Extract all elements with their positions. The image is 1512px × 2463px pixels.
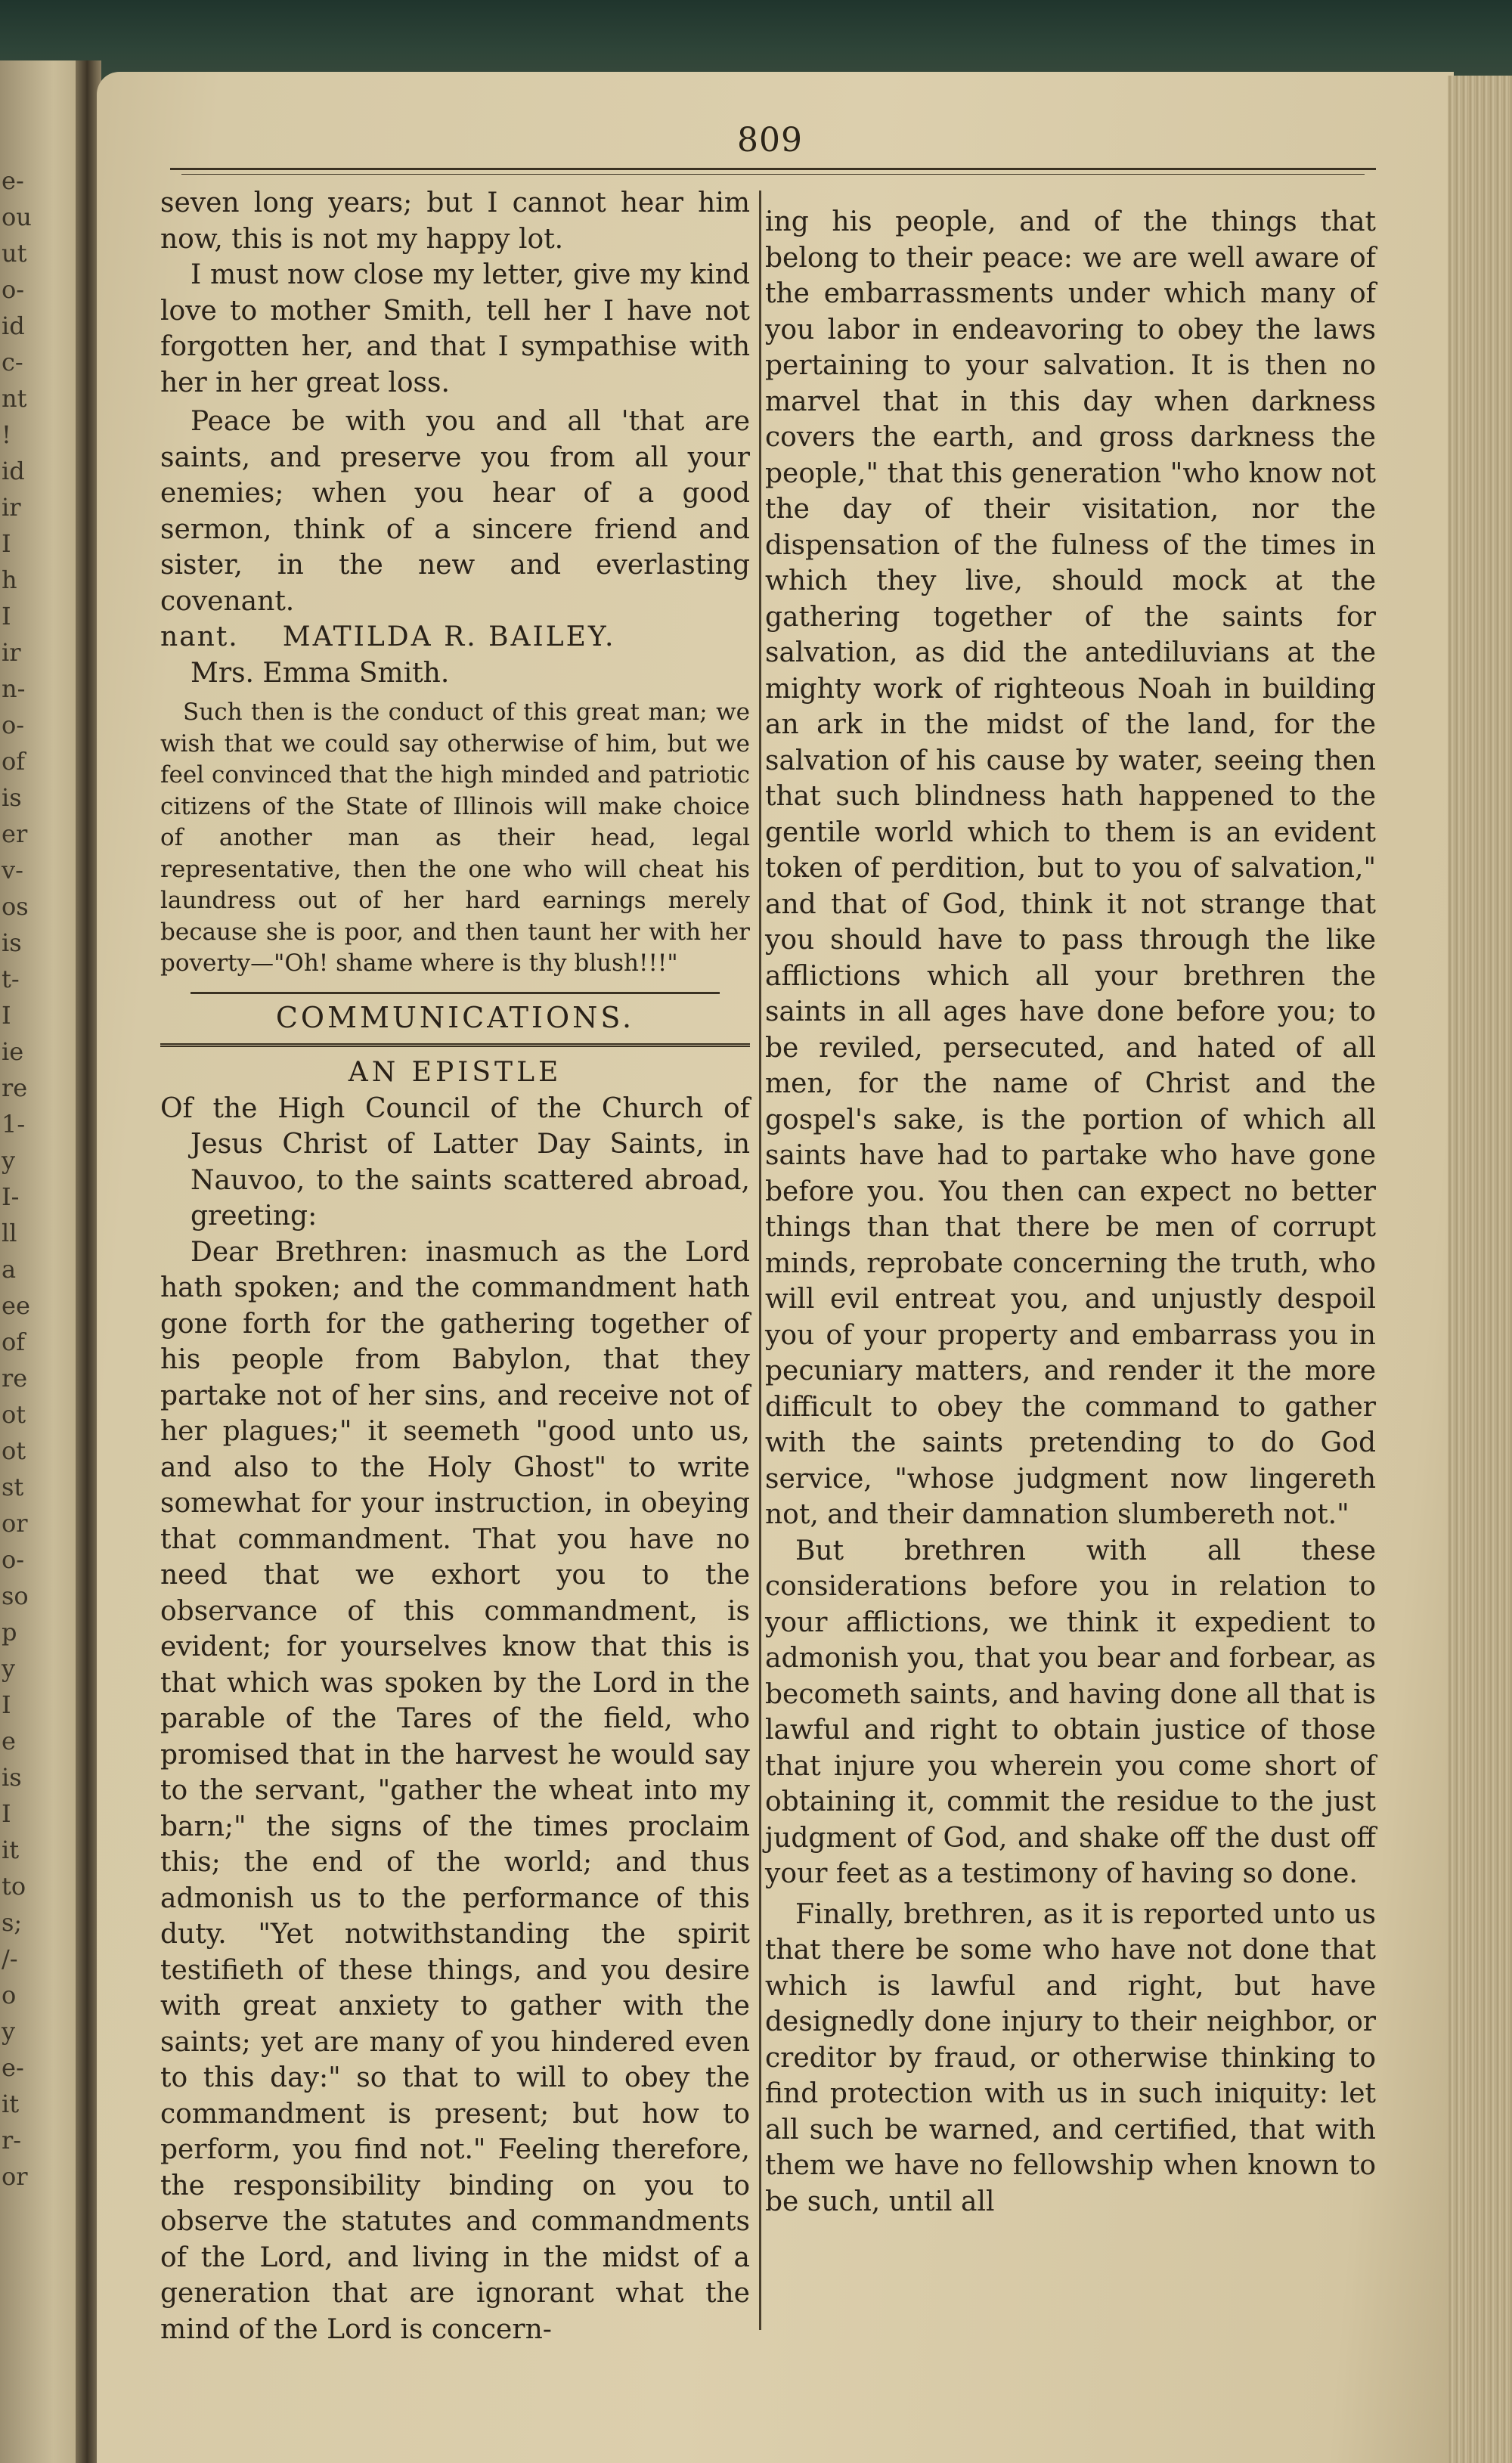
signature-prefix: nant. [160,621,239,652]
left-page-fragment: ir [2,638,21,667]
letter-paragraph: Peace be with you and all 'that are saints, and preserve you from all your enemies; when you hear of a good sermon, think of a sincere friend and sister, in the new and everlasting covenant. [160,406,750,617]
left-page-fragment: ot [2,1400,26,1429]
left-page-fragment: re [2,1073,28,1102]
left-page-fragment: id [2,457,25,485]
left-page-fragment: t- [2,965,20,993]
left-page-fragment: a [2,1255,17,1284]
left-page-fragment: or [2,1509,28,1538]
left-page-fragment: is [2,928,22,957]
left-page-fragment: st [2,1473,24,1501]
letter-paragraph: seven long years; but I cannot hear him now, this is not my happy lot. [160,187,750,255]
left-column [160,185,750,2347]
signature-name: MATILDA R. BAILEY. [282,621,616,652]
left-page-fragment: o- [2,711,25,739]
left-page-fragment: re [2,1364,28,1393]
left-page-fragment: e- [2,2053,24,2082]
left-page-fragment: ! [2,420,11,449]
left-page-fragment: ou [2,203,32,231]
left-page-fragment: o- [2,1545,25,1574]
left-page-fragment: is [2,1763,22,1792]
left-page-fragment: c- [2,348,23,376]
addressee: Mrs. Emma Smith. [191,657,450,689]
left-page-fragment: I [2,1799,11,1828]
left-page-fragment: er [2,819,28,848]
left-page-fragment: n- [2,674,26,703]
left-page-fragment: r- [2,2126,22,2155]
signature-line [160,619,750,655]
editorial-note: Such then is the conduct of this great man; we wish that we could say otherwise of him, but we feel convinced that the high minded and patriotic citizens of the State of Illinois will make choice of another man as their head, legal representative, then the one who will cheat his laundress out of her hard earnings merely because she is poor, and then taunt her with her poverty—"Oh! shame where is thy blush!!!" [160,699,750,977]
left-page-fragment: os [2,892,29,921]
left-page-fragment: /- [2,1944,18,1973]
left-page-fragment: v- [2,856,23,885]
header-rule [170,168,1376,170]
left-page-fragment: I [2,1690,11,1719]
left-page-fragment: of [2,747,26,776]
right-paragraph: ing his people, and of the things that belong to their peace: we are well aware of the embarrassments under which many of you labor in endeavoring to obey the laws pertaining to your salvation. It is then no marvel that in this day when darkness covers the earth, and gross darkness the people," that this generation "who know not the day of their visitation, nor the dispensation of the fulness of the times in which they live, should mock at the gathering together of the saints for salvation, as did the antediluvians at the mighty work of righteous Noah in building an ark in the midst of the land, for the salvation of his cause by water, seeing then that such blindness hath happened to the gentile world which to them is an evident token of perdition, but to you of salvation," and that of God, think it not strange that you should have to pass through the like afflictions which all your brethren the saints in all ages have done before you; to be reviled, persecuted, and hated of all men, for the name of Christ and the gospel's sake, is the portion of which all saints have had to partake who have gone before you. You then can expect no better things than that there be men of corrupt minds, reprobate concerning the truth, who will evil entreat you, and unjustly despoil you of your property and embarrass you in pecuniary matters, and render it the more difficult to obey the command to gather with the saints pretending to do God service, "whose judgment now lingereth not, and their damnation slumbereth not." [765,206,1376,1530]
left-page-fragment: or [2,2162,28,2191]
left-page-fragment: e [2,1727,16,1755]
left-page-fragment: it [2,2090,20,2118]
left-page-fragment: o- [2,275,25,304]
column-divider [759,191,761,2330]
page-stack-edge [1448,76,1512,2463]
left-page-fragment: so [2,1582,29,1610]
left-page-fragment: e- [2,166,24,195]
right-column [765,204,1376,2220]
epistle-title: AN EPISTLE [348,1057,562,1088]
left-page-fragment: id [2,311,25,340]
left-page-fragment: ll [2,1219,17,1247]
left-page-fragment: o [2,1981,17,2009]
left-page-fragment: ot [2,1436,26,1465]
section-double-rule [160,1043,750,1047]
header-rule-thin [181,174,1365,175]
left-page-fragment: y [2,2017,16,2046]
left-page-fragment: to [2,1872,26,1901]
left-page-fragment: y [2,1654,16,1683]
right-paragraph: Finally, brethren, as it is reported unto us that there be some who have not done that which is lawful and right, but have designedly done injury to their neighbor, or creditor by fraud, or otherwise thinking to find protection with us in such iniquity: let all such be warned, and certified, that with them we have no fellowship when known to be such, until all [765,1898,1376,2217]
right-paragraph: But brethren with all these considerations before you in relation to your afflictions, we think it expedient to admonish you, that you bear and forbear, as becometh saints, and having done all that is lawful and right to obtain justice of those that injure you wherein you come short of obtaining it, commit the residue to the just judgment of God, and shake off the dust off your feet as a testimony of having so done. [765,1535,1376,1889]
left-page-fragment: h [2,565,17,594]
left-page-fragment: ut [2,239,27,268]
left-page-fragment: ee [2,1291,30,1320]
left-page-fragment: I [2,602,11,630]
left-page-fragment: s; [2,1908,23,1937]
left-page-fragment: y [2,1146,16,1175]
section-rule [191,992,720,994]
left-page-fragment: I [2,529,11,558]
left-page-fragment: 1- [2,1110,26,1139]
left-page-fragment: ir [2,493,21,522]
left-page-fragment: p [2,1618,17,1647]
left-page-fragment: is [2,783,22,812]
left-page-fragment: it [2,1836,20,1864]
epistle-body: Dear Brethren: inasmuch as the Lord hath spoken; and the commandment hath gone forth for the gathering together of his people from Babylon, that they partake not of her sins, and receive not of her plagues;" it seemeth "good unto us, and also to the Holy Ghost" to write somewhat for your instruction, in obeying that commandment. That you have no need that we exhort you to the observance of this commandment, is evident; for yourselves know that this is that which was spoken by the Lord in the parable of the Tares of the field, who promised that in the harvest he would say to the servant, "gather the wheat into my barn;" the signs of the times proclaim this; the end of the world; and thus admonish us to the performance of this duty. "Yet notwithstanding the spirit testifieth of these things, and you desire with great anxiety to gather with the saints; yet are many of you hindered even to this day:" so that to will to obey the commandment is present; but how to perform, you find not." Feeling therefore, the responsibility binding on you to observe the statutes and commandments of the Lord, and living in the midst of a generation that are ignorant what the mind of the Lord is concern- [160,1236,750,2345]
letter-paragraph: I must now close my letter, give my kind love to mother Smith, tell her I have not forgotten her, and that I sympathise with her in her great loss. [160,259,750,398]
left-page-fragment: nt [2,384,27,413]
left-page-fragment: ie [2,1037,24,1066]
left-page-fragment: I- [2,1182,20,1211]
left-page-fragment: of [2,1328,26,1356]
left-page-fragment: I [2,1001,11,1030]
section-heading: COMMUNICATIONS. [275,1000,635,1034]
page-number: 809 [737,121,803,160]
epistle-subtitle: Of the High Council of the Church of Jesus Christ of Latter Day Saints, in Nauvoo, to the saints scattered abroad, greeting: [160,1092,750,1232]
